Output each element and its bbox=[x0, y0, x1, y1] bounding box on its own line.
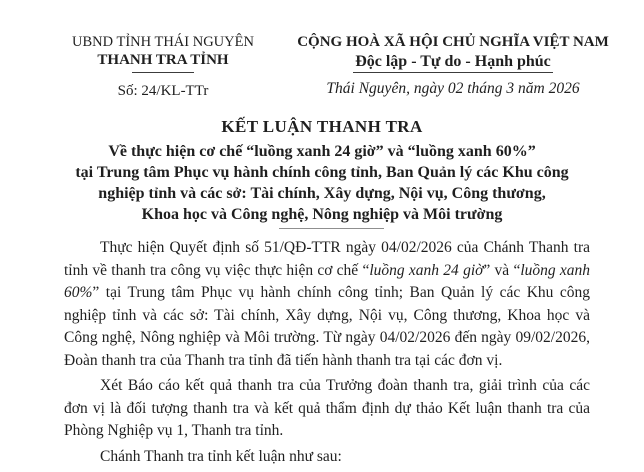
quoted-term-green-lane-60: luồng xanh 60% bbox=[64, 261, 591, 301]
place-dateline: Thái Nguyên, ngày 02 tháng 3 năm 2026 bbox=[326, 80, 580, 97]
title-sub-line-2: tại Trung tâm Phục vụ hành chính công tỉnh, Ban Quản lý các Khu công bbox=[75, 164, 569, 181]
document-title: KẾT LUẬN THANH TRA bbox=[221, 117, 423, 136]
paragraph-basis bbox=[64, 237, 590, 372]
org-name-underline bbox=[132, 72, 194, 73]
org-name: THANH TRA TỈNH bbox=[97, 52, 229, 68]
title-sub-line-4: Khoa học và Công nghệ, Nông nghiệp và Môi trường bbox=[141, 206, 503, 223]
quoted-term-green-lane-24h: luồng xanh 24 giờ bbox=[369, 261, 484, 279]
title-sub-line-3: nghiệp tỉnh và các sở: Tài chính, Xây dựng, Nội vụ, Công thương, bbox=[98, 185, 546, 202]
paragraph-conclusion-lead: Chánh Thanh tra tỉnh kết luận như sau: bbox=[100, 447, 342, 465]
org-parent-name: UBND TỈNH THÁI NGUYÊN bbox=[72, 34, 254, 50]
paragraph-basis-text: Thực hiện Quyết định số 51/QĐ-TTR ngày 04/02/2026 của Chánh Thanh tra tỉnh về thanh tra công vụ việc thực hiện cơ chế “ bbox=[64, 239, 590, 279]
paragraph-basis-continuation: ” tại Trung tâm Phục vụ hành chính công tỉnh; Ban Quản lý các Khu công nghiệp tỉnh và các sở: Tài chính, Xây dựng, Nội vụ, Công thương, Khoa học và Công nghệ, Nông nghiệp và Môi trường. Từ ngày 04/02/2026 đến ngày 09/02/2026, Đoàn thanh tra của Thanh tra tỉnh đã tiến hành thanh tra tại các đơn vị. bbox=[64, 284, 590, 369]
title-sub-line-1: Về thực hiện cơ chế “luồng xanh 24 giờ” và “luồng xanh 60%” bbox=[108, 143, 536, 160]
national-motto-wrap bbox=[280, 51, 626, 73]
national-title: CỘNG HOÀ XÃ HỘI CHỦ NGHĨA VIỆT NAM bbox=[297, 34, 609, 50]
paragraph-basis-connector: ” và “ bbox=[483, 261, 521, 279]
national-header-block bbox=[280, 34, 626, 100]
document-body bbox=[64, 237, 590, 468]
title-block bbox=[0, 115, 644, 229]
paragraph-review: Xét Báo cáo kết quả thanh tra của Trưởng đoàn thanh tra, giải trình của các đơn vị là đối tượng thanh tra và kết quả thẩm định dự thảo Kết luận thanh tra của Phòng Nghiệp vụ 1, Thanh tra tỉnh. bbox=[64, 377, 590, 439]
document-number: Số: 24/KL-TTr bbox=[117, 83, 209, 99]
document-header bbox=[0, 0, 644, 100]
title-separator-line bbox=[279, 228, 384, 229]
issuing-org-block bbox=[46, 34, 280, 100]
national-motto: Độc lập - Tự do - Hạnh phúc bbox=[353, 53, 553, 73]
